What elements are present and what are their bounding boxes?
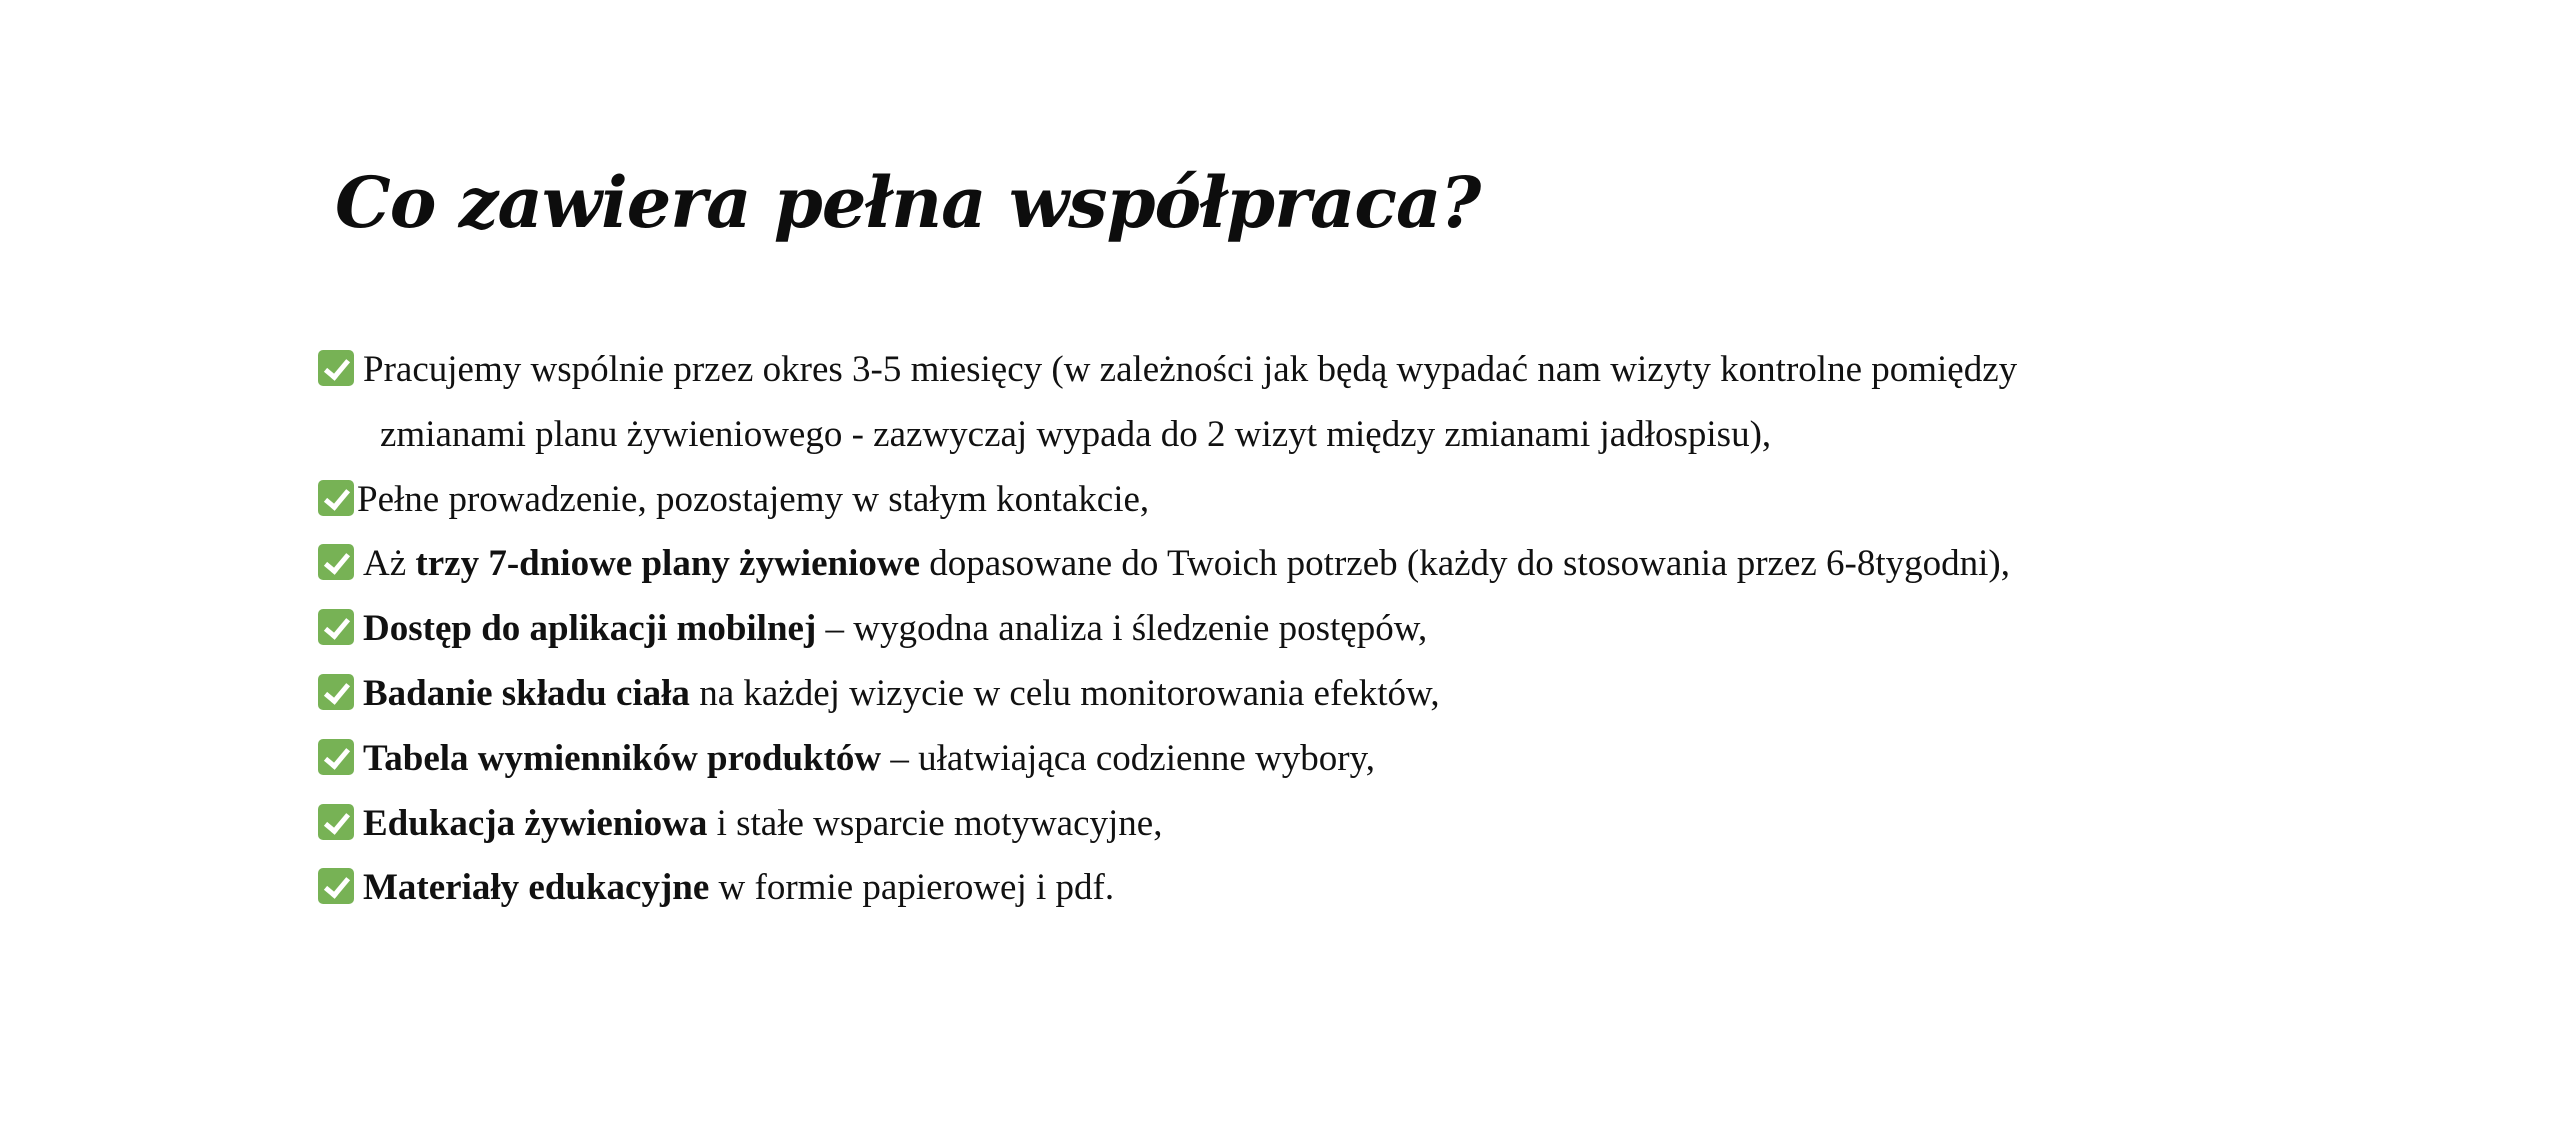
list-item-text: dopasowane do Twoich potrzeb (każdy do stosowania przez 6-8tygodni), xyxy=(929,543,2010,585)
check-mark-icon xyxy=(318,739,354,775)
check-mark-icon xyxy=(318,350,354,386)
list-item xyxy=(318,338,2318,468)
list-item-highlight: Tabela wymienników produktów xyxy=(363,737,882,779)
list-item-text: Pełne prowadzenie, pozostajemy w stałym kontakcie, xyxy=(357,478,1150,520)
list-item xyxy=(318,597,2318,662)
list-item-text: i stałe wsparcie motywacyjne, xyxy=(716,802,1163,844)
check-mark-icon xyxy=(318,544,354,580)
list-item-text: Pracujemy wspólnie przez okres 3-5 miesięcy (w zależności jak będą wypadać nam wizyty kontrolne pomiędzy xyxy=(363,349,2018,390)
check-mark-icon xyxy=(318,609,354,645)
list-item xyxy=(318,727,2318,792)
feature-list xyxy=(318,338,2318,921)
list-item xyxy=(318,468,2318,533)
list-item xyxy=(318,792,2318,857)
check-mark-icon xyxy=(318,480,354,516)
list-item-highlight: Edukacja żywieniowa xyxy=(363,802,708,844)
list-item xyxy=(318,532,2318,597)
check-mark-icon xyxy=(318,674,354,710)
page-title: Co zawiera pełna współpraca? xyxy=(335,161,1481,244)
list-item-highlight: Materiały edukacyjne xyxy=(363,867,710,909)
list-item-text: w formie papierowej i pdf. xyxy=(718,867,1115,909)
list-item-prefix: Aż xyxy=(363,543,407,585)
check-mark-icon xyxy=(318,868,354,904)
list-item-highlight: Badanie składu ciała xyxy=(363,672,690,714)
list-item-continuation: zmianami planu żywieniowego - zazwyczaj wypada do 2 wizyt między zmianami jadłospisu), xyxy=(380,413,1772,455)
list-item xyxy=(318,662,2318,727)
list-item xyxy=(318,856,2318,921)
check-mark-icon xyxy=(318,804,354,840)
list-item-text: – wygodna analiza i śledzenie postępów, xyxy=(825,608,1428,650)
list-item-highlight: Dostęp do aplikacji mobilnej xyxy=(363,608,817,650)
list-item-text: – ułatwiająca codzienne wybory, xyxy=(890,737,1375,779)
list-item-highlight: trzy 7-dniowe plany żywieniowe xyxy=(415,543,921,585)
list-item-text: na każdej wizycie w celu monitorowania efektów, xyxy=(699,672,1440,714)
